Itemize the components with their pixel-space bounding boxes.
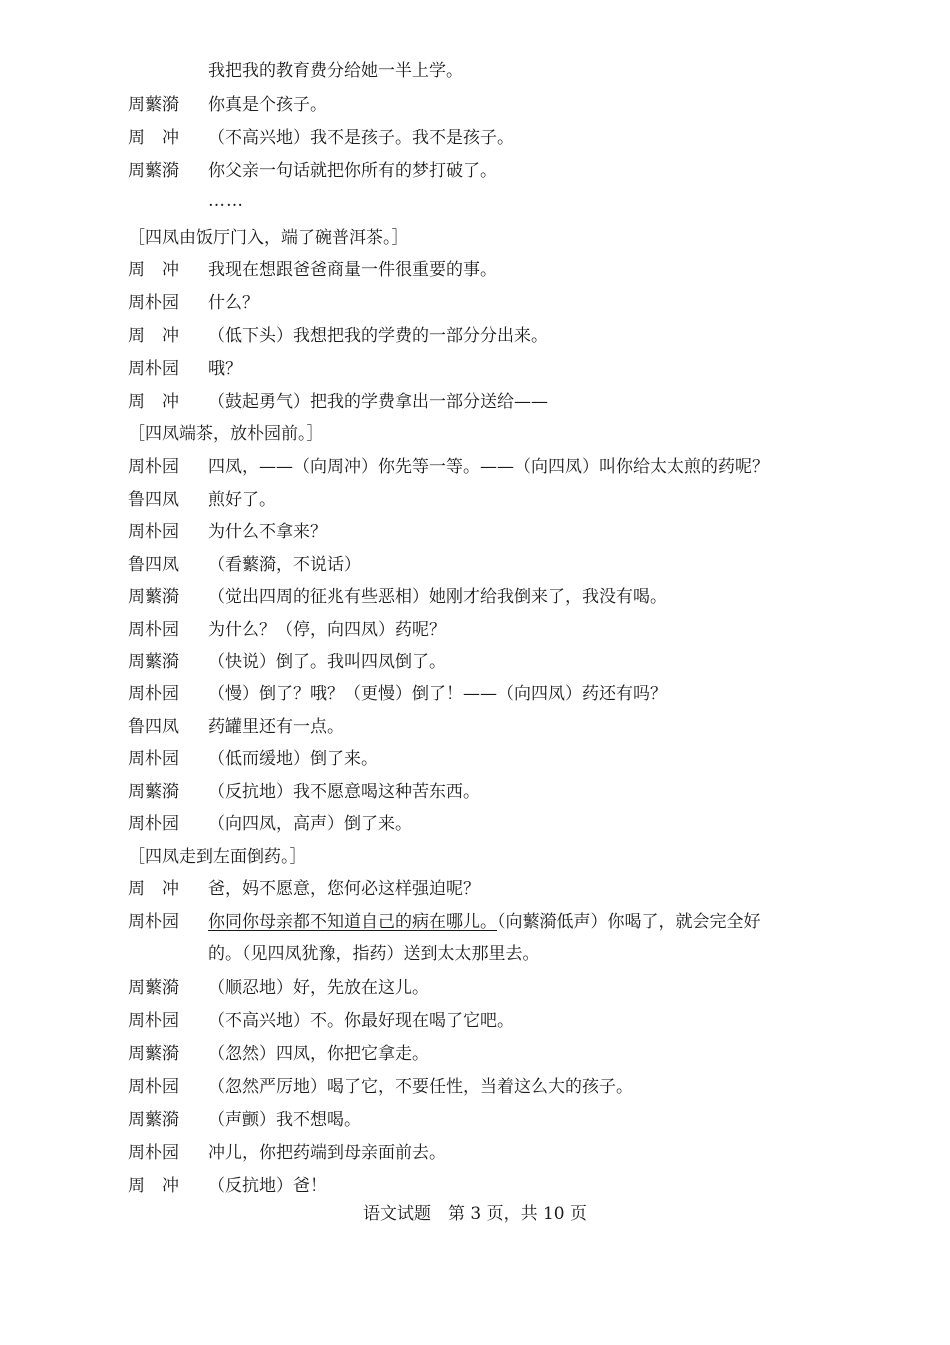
dialogue-text: 什么？ <box>208 293 259 313</box>
continuation-line: 的。（见四凤犹豫，指药）送到太太那里去。 <box>208 944 540 964</box>
page-footer: 语文试题 第 3 页，共 10 页 <box>362 1204 588 1224</box>
speaker: 周蘩漪 <box>128 161 179 181</box>
speaker: 周朴园 <box>128 620 179 640</box>
speaker: 周朴园 <box>128 457 179 477</box>
dialogue-text: （看蘩漪，不说话） <box>208 555 361 575</box>
dialogue-text: 四凤，——（向周冲）你先等一等。——（向四凤）叫你给太太煎的药呢？ <box>208 457 769 477</box>
speaker: 周 冲 <box>128 392 179 412</box>
speaker: 周 冲 <box>128 128 179 148</box>
speaker: 鲁四凤 <box>128 555 179 575</box>
speaker: 周蘩漪 <box>128 587 179 607</box>
dialogue-text: 为什么？（停，向四凤）药呢？ <box>208 620 446 640</box>
dialogue-text: 你父亲一句话就把你所有的梦打破了。 <box>208 161 497 181</box>
stage-direction: ［四凤走到左面倒药。］ <box>128 847 307 867</box>
underlined-quote: 你同你母亲都不知道自己的病在哪儿。 <box>208 912 497 932</box>
speaker: 周蘩漪 <box>128 1110 179 1130</box>
speaker: 周朴园 <box>128 684 179 704</box>
speaker: 周朴园 <box>128 1011 179 1031</box>
dialogue-text: （低下头）我想把我的学费的一部分分出来。 <box>208 326 548 346</box>
speaker: 周朴园 <box>128 293 179 313</box>
dialogue-text: （向四凤，高声）倒了来。 <box>208 814 412 834</box>
speaker: 周朴园 <box>128 1077 179 1097</box>
speaker: 鲁四凤 <box>128 717 179 737</box>
dialogue-text: （快说）倒了。我叫四凤倒了。 <box>208 652 446 672</box>
dialogue-text: （声颤）我不想喝。 <box>208 1110 361 1130</box>
dialogue-text: （觉出四周的征兆有些恶相）她刚才给我倒来了，我没有喝。 <box>208 587 667 607</box>
stage-direction: ［四凤由饭厅门入，端了碗普洱茶。］ <box>128 228 409 248</box>
dialogue-text: （忽然）四凤，你把它拿走。 <box>208 1044 429 1064</box>
dialogue-text: （忽然严厉地）喝了它，不要任性，当着这么大的孩子。 <box>208 1077 633 1097</box>
dialogue-text: 我现在想跟爸爸商量一件很重要的事。 <box>208 260 497 280</box>
dialogue-text: 冲儿，你把药端到母亲面前去。 <box>208 1143 446 1163</box>
speaker: 周朴园 <box>128 749 179 769</box>
speaker: 周蘩漪 <box>128 652 179 672</box>
speaker: 周蘩漪 <box>128 782 179 802</box>
speaker: 鲁四凤 <box>128 490 179 510</box>
dialogue-text: 为什么不拿来？ <box>208 522 327 542</box>
continuation-line: 我把我的教育费分给她一半上学。 <box>208 61 463 81</box>
speaker: 周朴园 <box>128 814 179 834</box>
ellipsis: …… <box>208 191 244 211</box>
dialogue-text: （反抗地）爸！ <box>208 1176 327 1196</box>
dialogue-text: （鼓起勇气）把我的学费拿出一部分送给—— <box>208 392 548 412</box>
speaker: 周 冲 <box>128 260 179 280</box>
speaker: 周蘩漪 <box>128 978 179 998</box>
stage-direction: ［四凤端茶，放朴园前。］ <box>128 424 324 444</box>
dialogue-text: 爸，妈不愿意，您何必这样强迫呢？ <box>208 879 480 899</box>
dialogue-text: （反抗地）我不愿意喝这种苦东西。 <box>208 782 480 802</box>
speaker: 周朴园 <box>128 1143 179 1163</box>
speaker: 周蘩漪 <box>128 95 179 115</box>
speaker: 周朴园 <box>128 359 179 379</box>
speaker: 周朴园 <box>128 522 179 542</box>
dialogue-text: （不高兴地）不。你最好现在喝了它吧。 <box>208 1011 514 1031</box>
dialogue-text: （不高兴地）我不是孩子。我不是孩子。 <box>208 128 514 148</box>
speaker: 周 冲 <box>128 326 179 346</box>
speaker: 周蘩漪 <box>128 1044 179 1064</box>
dialogue-text: （慢）倒了？哦？（更慢）倒了！——（向四凤）药还有吗？ <box>208 684 667 704</box>
dialogue-text: 药罐里还有一点。 <box>208 717 344 737</box>
dialogue-text: 煎好了。 <box>208 490 276 510</box>
speaker: 周 冲 <box>128 879 179 899</box>
dialogue-text-rest: （向蘩漪低声）你喝了，就会完全好 <box>497 912 761 932</box>
dialogue-text: （顺忍地）好，先放在这儿。 <box>208 978 429 998</box>
speaker: 周朴园 <box>128 912 179 932</box>
dialogue-text: （低而缓地）倒了来。 <box>208 749 378 769</box>
dialogue-text: 哦？ <box>208 359 242 379</box>
dialogue-text: 你真是个孩子。 <box>208 95 327 115</box>
speaker: 周 冲 <box>128 1176 179 1196</box>
dialogue-text <box>208 911 761 933</box>
